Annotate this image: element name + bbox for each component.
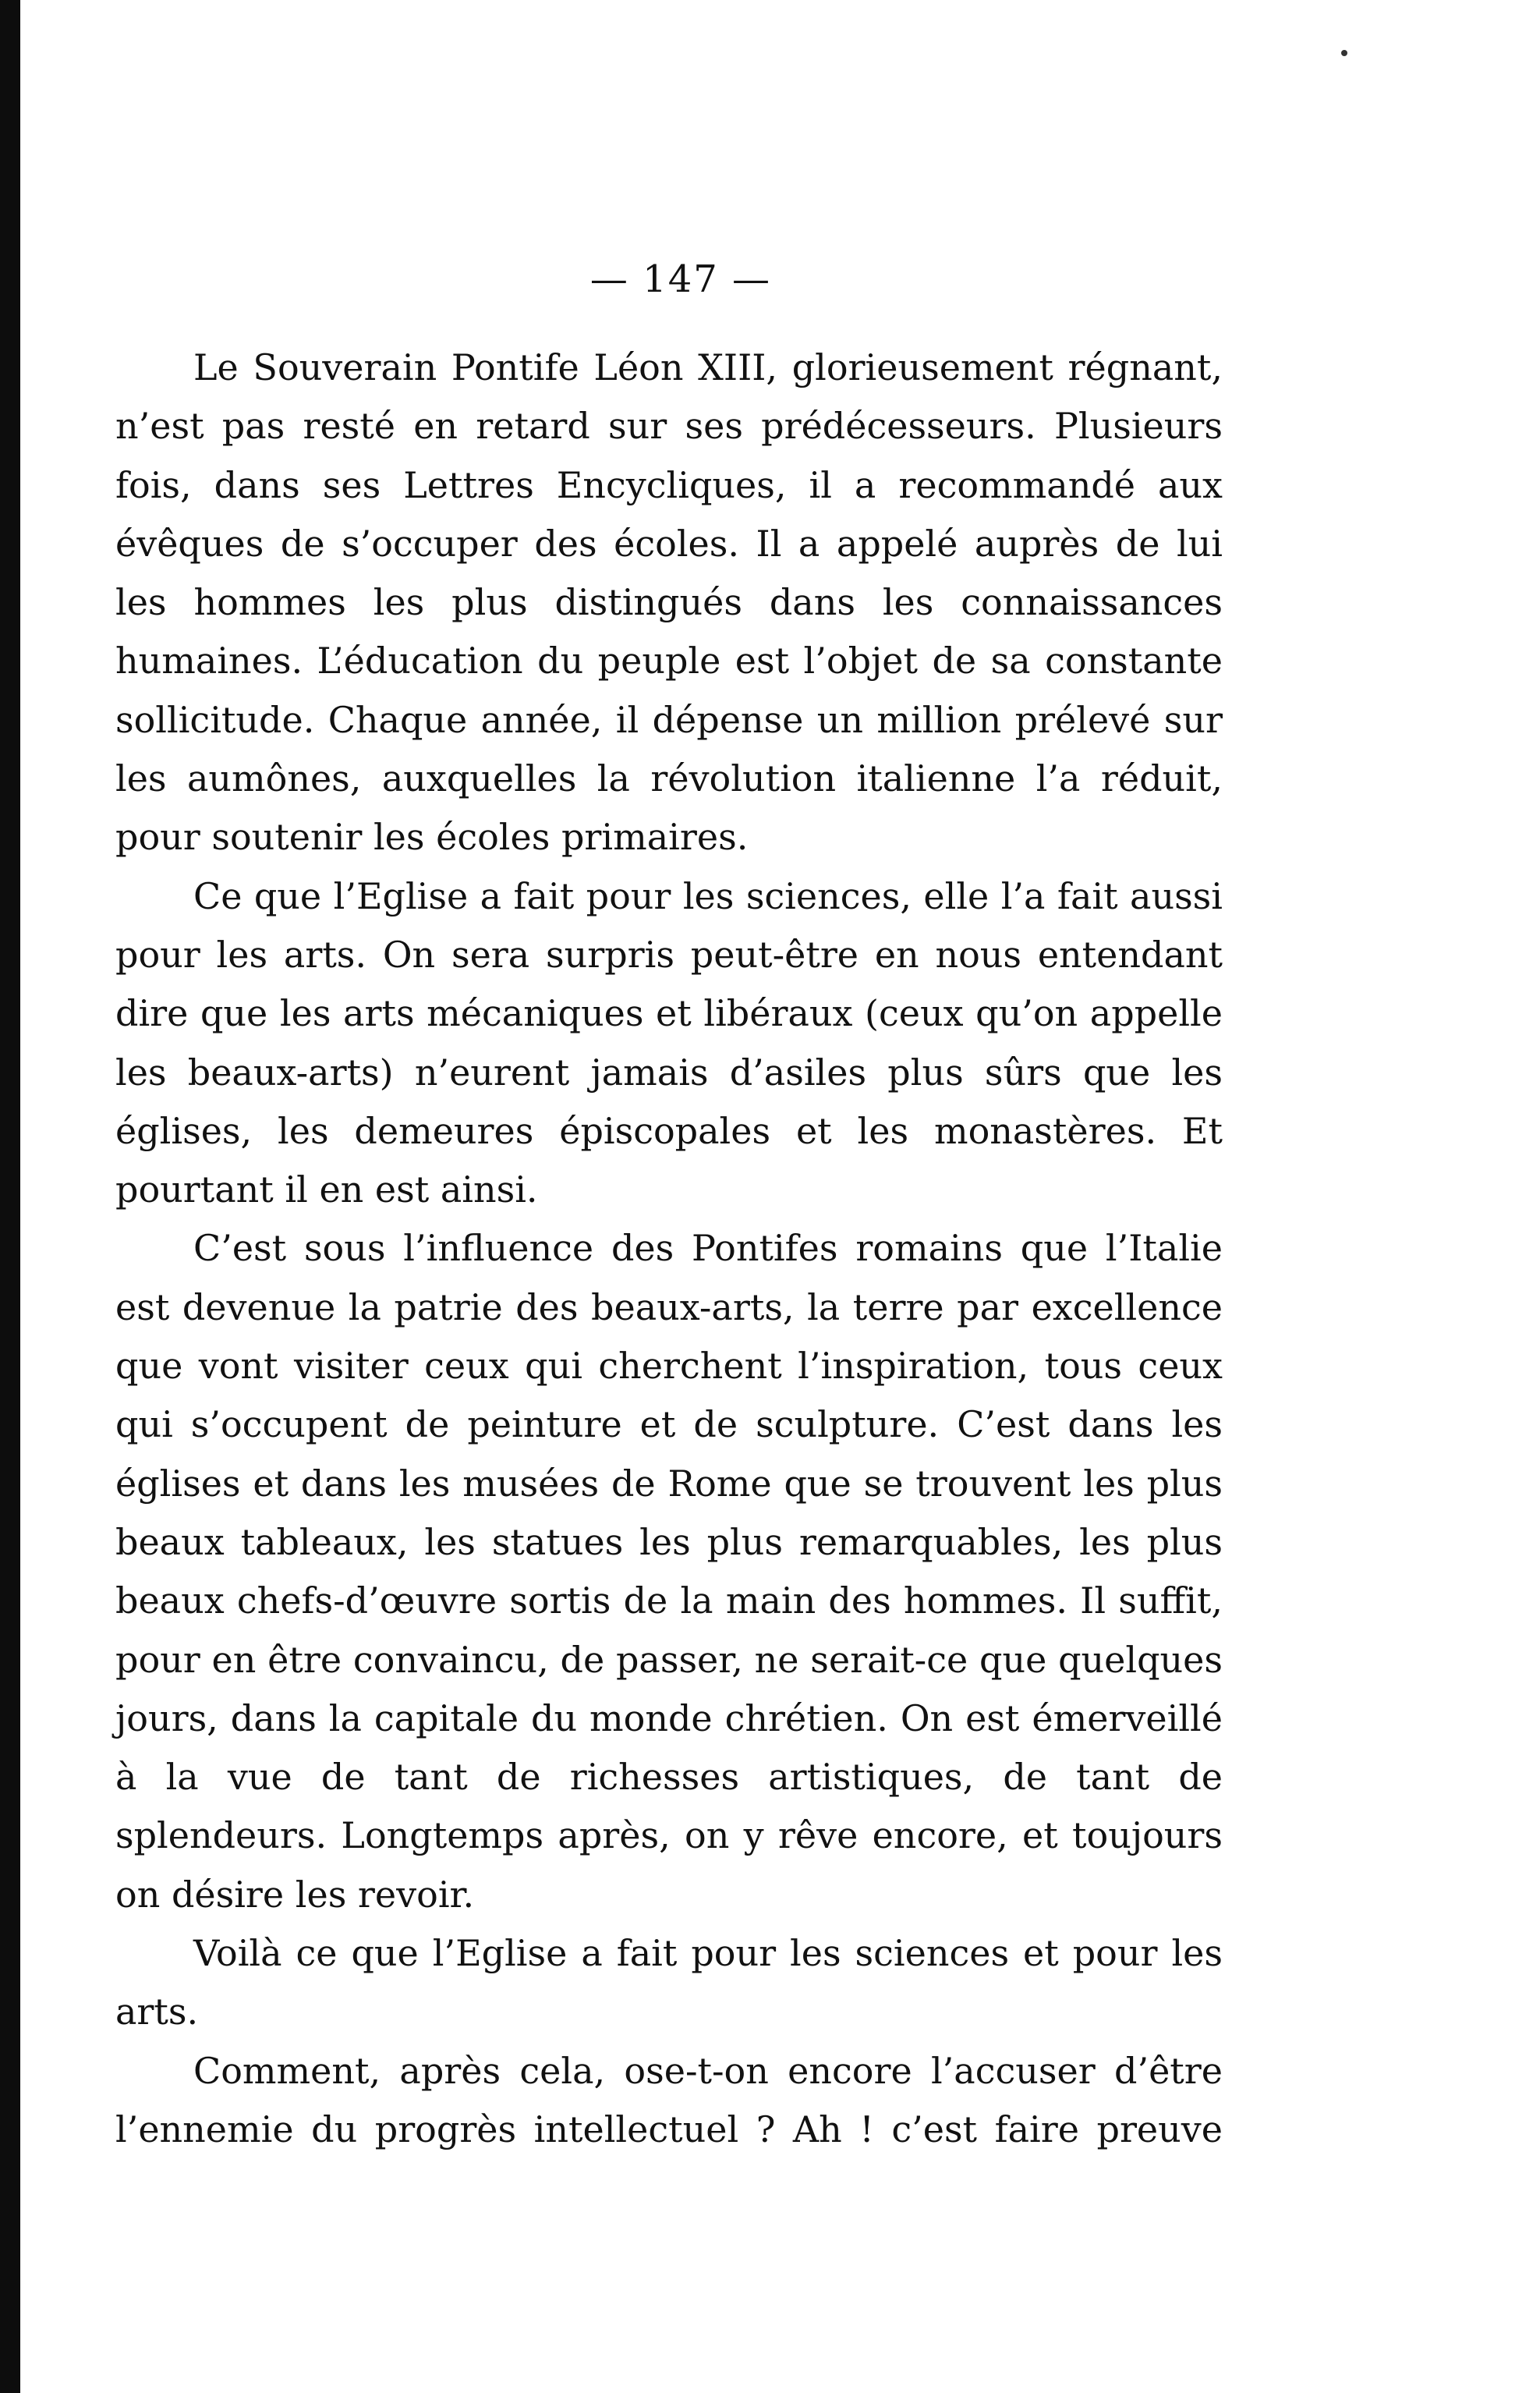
- scan-speck: [1341, 50, 1347, 56]
- page-number: — 147 —: [589, 257, 772, 301]
- paragraph-comment: Comment, après cela, ose-t-on encore l’accuser d’être l’ennemie du progrès intellectuel ? Ah ! c’est faire preuve: [115, 2049, 1223, 2150]
- paragraph-leo-xiii: Le Souverain Pontife Léon XIII, glorieusement régnant, n’est pas resté en retard sur ses prédécesseurs. Plusieurs fois, dans ses Lettres Encycliques, il a recommandé aux évêques de s’occuper des écoles. Il a appelé auprès de lui les hommes les plus distingués dans les connaissances humaines. L’éducation du peuple est l’objet de sa constante sollicitude. Chaque année, il dépense un million prélevé sur les aumônes, auxquelles la révolution italienne l’a réduit, pour soutenir les écoles primaires.: [115, 346, 1223, 859]
- paragraph-rome: C’est sous l’influence des Pontifes romains que l’Italie est devenue la patrie des beaux-arts, la terre par excellence que vont visiter ceux qui cherchent l’inspiration, tous ceux qui s’occupent de peinture et de sculpture. C’est dans les églises et dans les musées de Rome que se trouvent les plus beaux tableaux, les statues les plus remarquables, les plus beaux chefs-d’œuvre sortis de la main des hommes. Il suffit, pour en être convaincu, de passer, ne serait-ce que quelques jours, dans la capitale du monde chrétien. On est émerveillé à la vue de tant de richesses artistiques, de tant de splendeurs. Longtemps après, on y rêve encore, et toujours on désire les revoir.: [115, 1227, 1223, 1916]
- paragraph-voila: Voilà ce que l’Eglise a fait pour les sciences et pour les arts.: [115, 1932, 1223, 2033]
- book-page: [115, 257, 1223, 2159]
- scan-edge-bar: [0, 0, 20, 2393]
- paragraph-arts: Ce que l’Eglise a fait pour les sciences, elle l’a fait aussi pour les arts. On sera surpris peut-être en nous entendant dire que les arts mécaniques et libéraux (ceux qu’on appelle les beaux-arts) n’eurent jamais d’asiles plus sûrs que les églises, les demeures épiscopales et les monastères. Et pourtant il en est ainsi.: [115, 874, 1223, 1211]
